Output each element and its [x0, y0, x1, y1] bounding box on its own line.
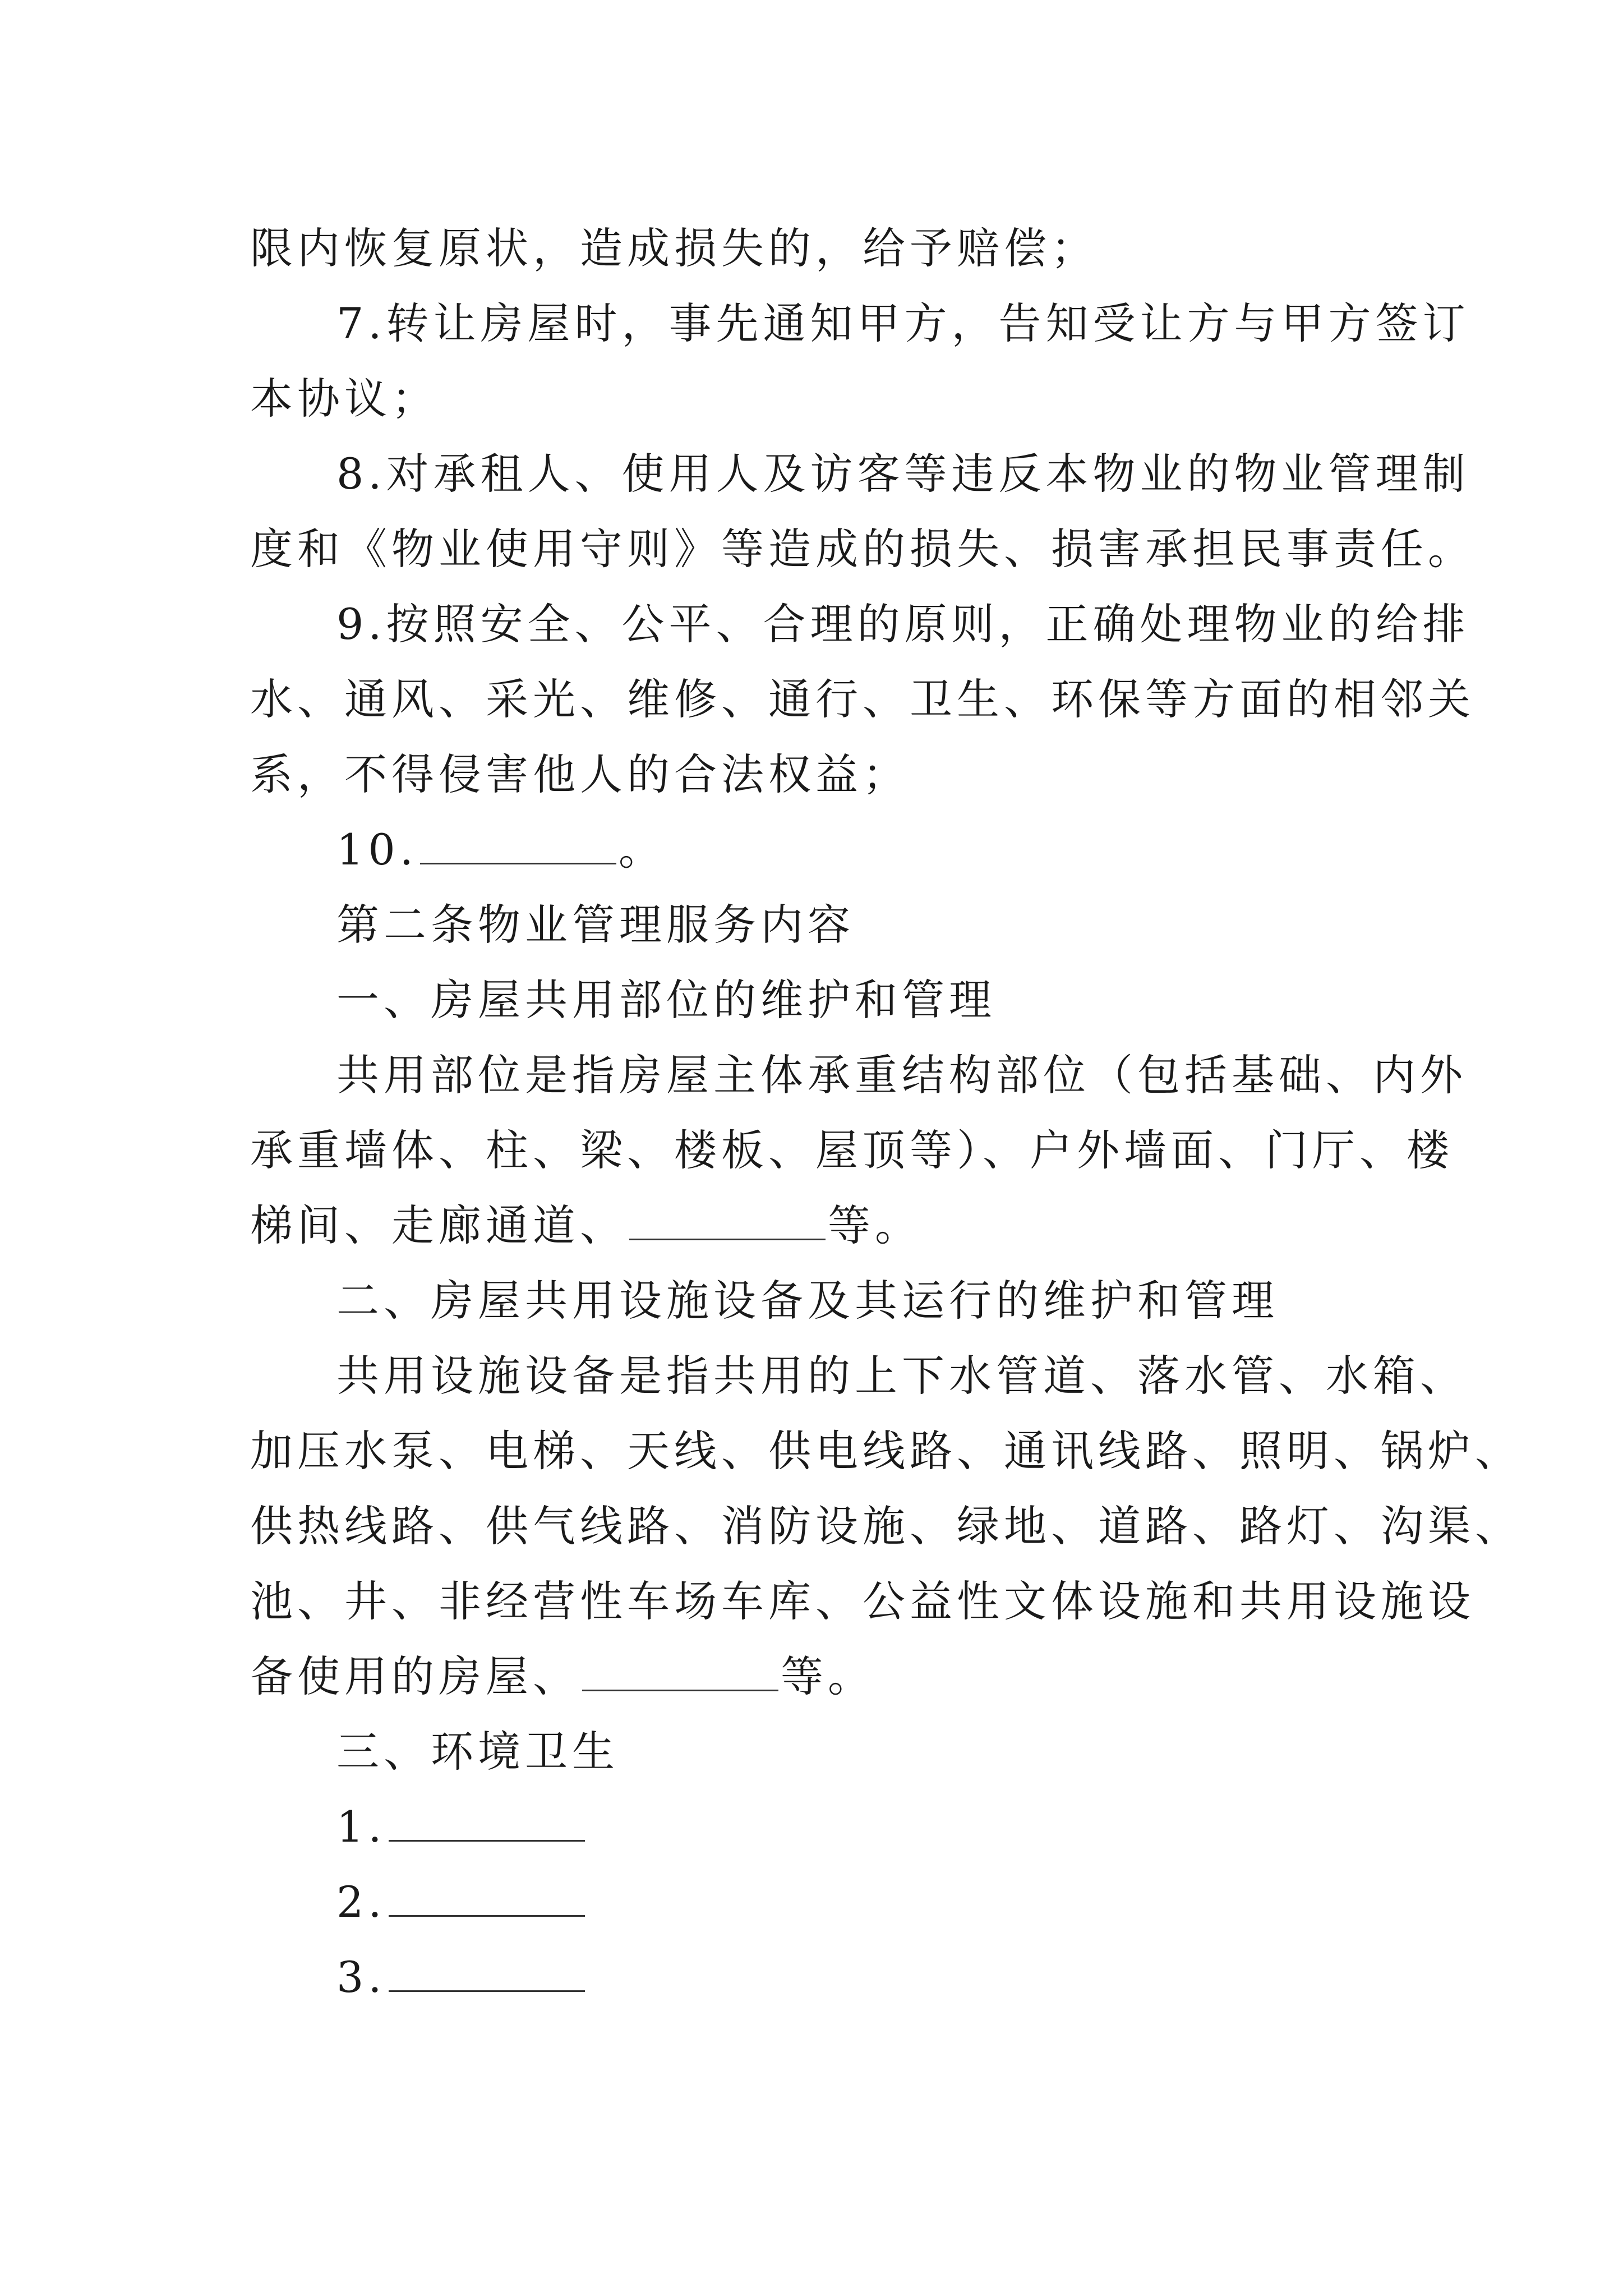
text-line — [250, 518, 1475, 580]
line-text-suffix: 等。 — [781, 1651, 875, 1701]
line-text: 承重墙体、柱、梁、楼板、屋顶等）、户外墙面、门厅、楼 — [250, 1125, 1454, 1175]
text-line — [250, 1496, 1522, 1557]
line-text: 3. — [336, 1952, 386, 2002]
line-text: 三、环境卫生 — [336, 1727, 619, 1777]
text-line — [250, 669, 1475, 730]
fill-in-blank[interactable] — [389, 1881, 585, 1917]
text-line — [250, 1571, 1475, 1632]
fill-in-blank[interactable] — [582, 1656, 778, 1691]
fill-in-blank[interactable] — [389, 1806, 585, 1842]
line-text: 2. — [336, 1877, 386, 1927]
line-text: 梯间、走廊通道、 — [250, 1200, 627, 1250]
line-text: 供热线路、供气线路、消防设施、绿地、道路、路灯、沟渠、 — [250, 1501, 1522, 1551]
line-text: 9.按照安全、公平、合理的原则，正确处理物业的给排 — [336, 599, 1470, 649]
text-line — [250, 218, 1400, 279]
text-line — [250, 368, 1400, 430]
text-line — [250, 1195, 1400, 1257]
line-text-suffix: 。 — [618, 825, 666, 875]
subsection-heading — [336, 969, 1402, 1031]
list-item — [336, 1871, 1402, 1933]
text-line — [336, 819, 1402, 881]
line-text: 7.转让房屋时，事先通知甲方，告知受让方与甲方签订 — [336, 298, 1470, 348]
line-text: 水、通风、采光、维修、通行、卫生、环保等方面的相邻关 — [250, 674, 1475, 724]
fill-in-blank[interactable] — [420, 829, 616, 864]
line-text: 二、房屋共用设施设备及其运行的维护和管理 — [336, 1276, 1279, 1326]
line-text: 8.对承租人、使用人及访客等违反本物业的物业管理制 — [336, 449, 1470, 499]
line-text: 备使用的房屋、 — [250, 1651, 580, 1701]
text-line — [336, 293, 1470, 355]
line-text: 限内恢复原状，造成损失的，给予赔偿； — [250, 223, 1098, 273]
text-line — [336, 443, 1470, 505]
text-line — [336, 593, 1470, 655]
line-text: 10. — [336, 825, 418, 875]
subsection-heading — [336, 1270, 1402, 1332]
list-item — [336, 1947, 1402, 2008]
line-text: 第二条物业管理服务内容 — [336, 900, 855, 950]
line-text: 本协议； — [250, 374, 439, 424]
line-text: 共用部位是指房屋主体承重结构部位（包括基础、内外 — [336, 1050, 1467, 1100]
line-text: 共用设施设备是指共用的上下水管道、落水管、水箱、 — [336, 1351, 1467, 1401]
fill-in-blank[interactable] — [629, 1205, 826, 1240]
text-line — [250, 744, 1400, 806]
text-line — [250, 1646, 1400, 1708]
text-line — [336, 1345, 1467, 1407]
line-text: 加压水泵、电梯、天线、供电线路、通讯线路、照明、锅炉、 — [250, 1426, 1522, 1476]
text-line — [250, 1120, 1454, 1181]
line-text: 池、井、非经营性车场车库、公益性文体设施和共用设施设 — [250, 1576, 1475, 1626]
fill-in-blank[interactable] — [389, 1957, 585, 1992]
line-text-suffix: 等。 — [828, 1200, 922, 1250]
line-text: 度和《物业使用守则》等造成的损失、损害承担民事责任。 — [250, 524, 1475, 574]
line-text: 1. — [336, 1802, 386, 1852]
text-line — [336, 1045, 1467, 1106]
text-line — [250, 1420, 1522, 1482]
subsection-heading — [336, 1721, 1402, 1783]
list-item — [336, 1796, 1402, 1858]
section-heading — [336, 894, 1402, 956]
line-text: 一、房屋共用部位的维护和管理 — [336, 975, 996, 1025]
line-text: 系，不得侵害他人的合法权益； — [250, 749, 910, 799]
